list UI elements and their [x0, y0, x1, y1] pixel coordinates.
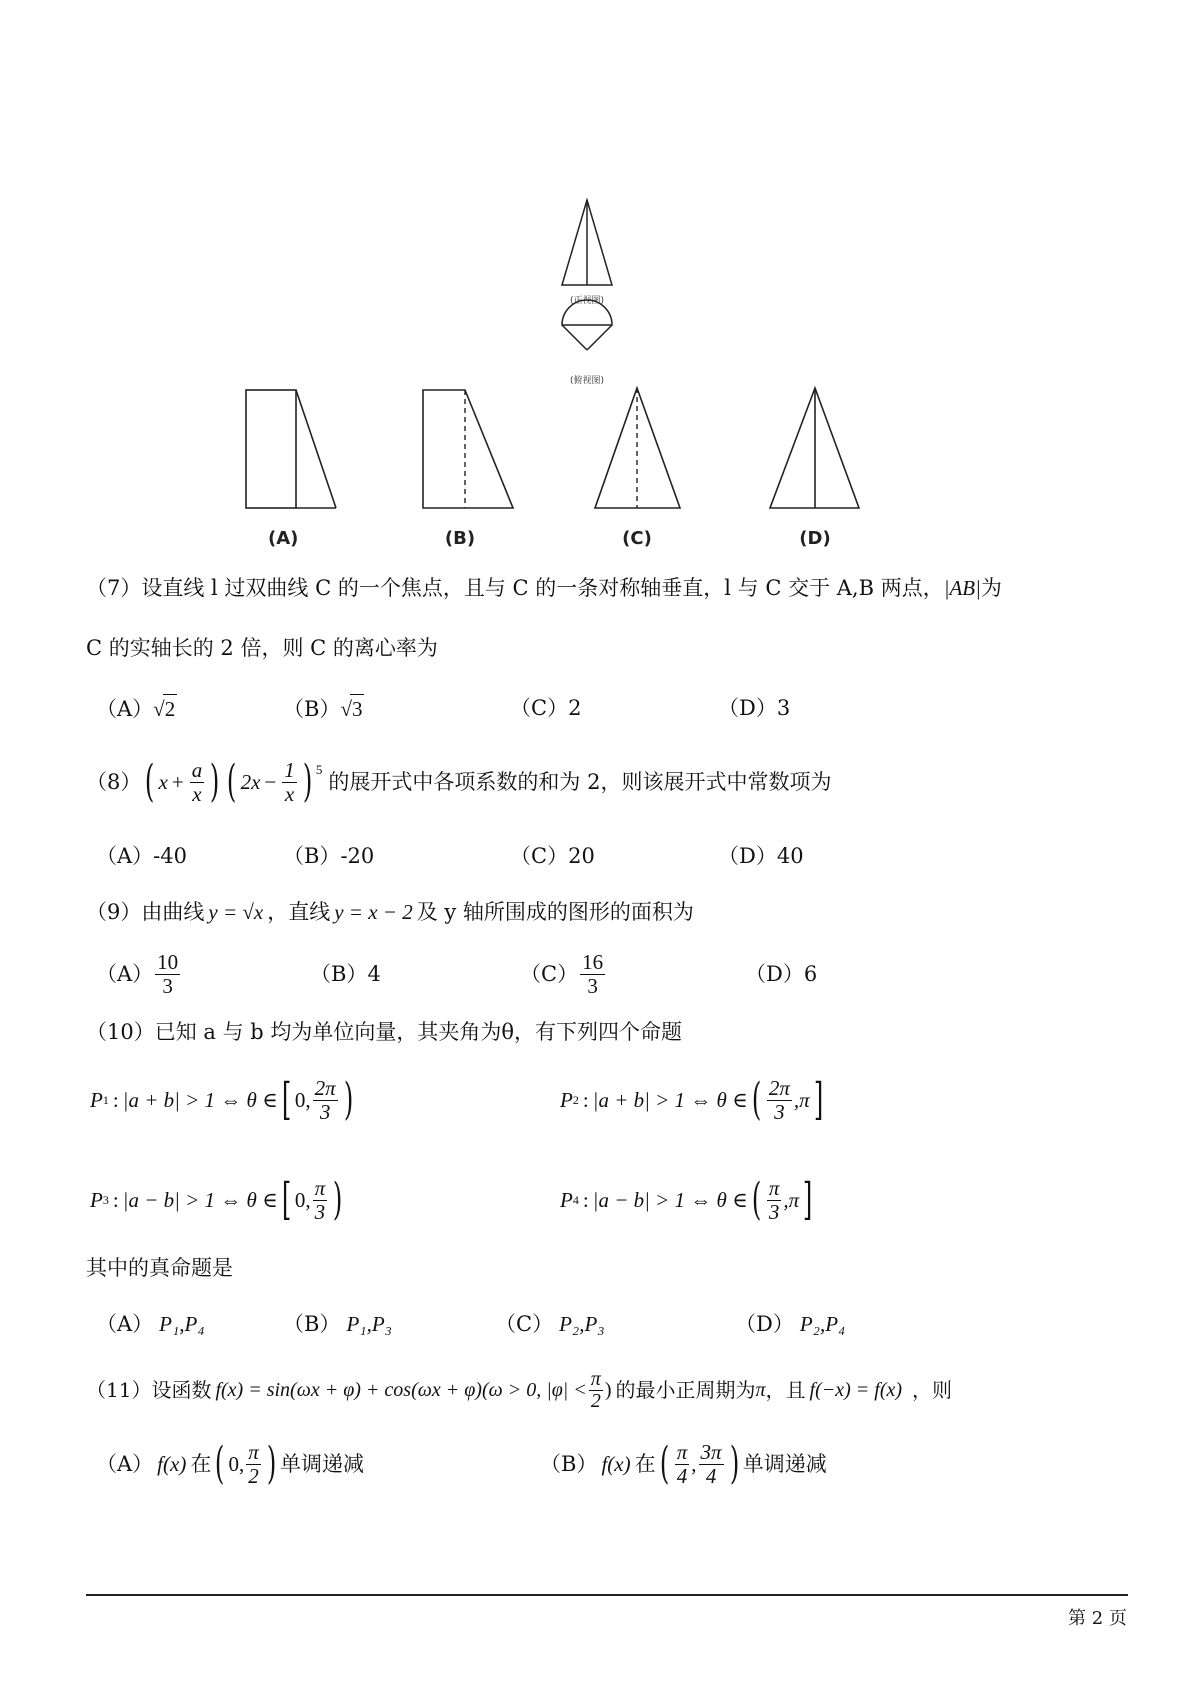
q10-option-d: （D） P₂,P₄ [735, 1312, 846, 1336]
q10-option-c: （C） P₂,P₃ [495, 1312, 605, 1336]
q10-stem: （10）已知 a 与 b 均为单位向量，其夹角为θ，有下列四个命题 [86, 1020, 683, 1044]
q7-option-a: （A）√2 [96, 694, 177, 723]
q10-option-b: （B） P₁,P₃ [283, 1312, 392, 1336]
q9-curve: y = √x [208, 900, 264, 924]
q7-line2: C 的实轴长的 2 倍，则 C 的离心率为 [86, 636, 438, 660]
q11-option-a: （A） f(x) 在 ( 0, $\frac{\pi}{2}$ ) 单调递减 [96, 1438, 364, 1489]
option-d-drawing [770, 388, 859, 508]
option-b-label: (B) [444, 528, 476, 549]
q11-stem: （11）设函数 f(x) = sin(ωx + φ) + cos(ωx + φ)(ω > 0, |φ| < $\frac{\pi}{2}$ ) 的最小正周期为 π ，且 f(−x) = f(x) ，则 [86, 1367, 953, 1412]
q8-option-c: （C）20 [510, 844, 595, 868]
q8-option-d: （D）40 [718, 844, 804, 868]
q7-line1 [86, 574, 1002, 602]
q9-line: y = x − 2 [334, 900, 413, 924]
option-a-drawing [246, 390, 336, 508]
q8-label: （8） [86, 770, 142, 794]
option-d-label: (D) [799, 528, 831, 549]
front-view-drawing [562, 200, 612, 285]
q9-stem: （9）由曲线 y = √x ，直线 y = x − 2 及 y 轴所围成的图形的面积为 [86, 900, 694, 924]
footer-divider [86, 1594, 1128, 1596]
top-view-label: (俯视图) [569, 376, 605, 386]
q7-stem-part1: （7）设直线 l 过双曲线 C 的一个焦点，且与 C 的一条对称轴垂直，l 与 C 交于 A,B 两点， [86, 576, 944, 600]
q9-option-c: （C） $\frac{16}{3}$ [520, 950, 604, 998]
q7-option-c: （C）2 [510, 696, 582, 720]
q10-option-a: （A） P₁,P₄ [96, 1312, 205, 1336]
option-b-drawing [423, 390, 513, 508]
page-number: 第 2 页 [1068, 1608, 1127, 1629]
q8-text: 的展开式中各项系数的和为 2，则该展开式中常数项为 [328, 770, 832, 794]
option-a-label: (A) [268, 528, 299, 549]
top-view-drawing [562, 300, 612, 350]
q9-option-d: （D） 6 [745, 962, 818, 986]
q8-stem: （8） ( x + $\frac{a}{x}$ ) ( 2x − $\frac{1}{x}$ ) 5 的展开式中各项系数的和为 2，则该展开式中常数项为 [86, 756, 832, 807]
front-view-label: (正视图) [569, 296, 605, 306]
q11-option-b: （B） f(x) 在 ( $\frac{\pi}{4}$ , $\frac{3\pi}{4}$ ) 单调递减 [540, 1438, 827, 1489]
q7-stem-part2: 为 [980, 576, 1002, 600]
q10-prop-p1: P 1 : |a + b| > 1 ⇔ θ ∈ [ 0, $\frac{2\pi}{3}$ ) [90, 1074, 353, 1125]
q8-option-a: （A）-40 [96, 844, 187, 868]
q7-ab: |AB| [943, 576, 981, 600]
option-c-label: (C) [622, 528, 652, 549]
q7-option-d: （D）3 [718, 696, 791, 720]
three-view-figure [240, 190, 890, 560]
q8-option-b: （B）-20 [283, 844, 375, 868]
q9-option-a: （A） $\frac{10}{3}$ [96, 950, 179, 998]
q7-option-b: （B）√3 [283, 694, 364, 723]
q9-option-b: （B） 4 [310, 962, 381, 986]
q10-prop-p3: P 3 : |a − b| > 1 ⇔ θ ∈ [ 0, $\frac{\pi}{3}$ ) [90, 1174, 343, 1225]
option-c-drawing [595, 388, 680, 508]
q10-prop-p4: P 4 : |a − b| > 1 ⇔ θ ∈ ( $\frac{\pi}{3}$ ,π ] [560, 1174, 813, 1225]
q10-question: 其中的真命题是 [86, 1256, 233, 1280]
q10-prop-p2: P 2 : |a + b| > 1 ⇔ θ ∈ ( $\frac{2\pi}{3}$ ,π ] [560, 1074, 823, 1125]
